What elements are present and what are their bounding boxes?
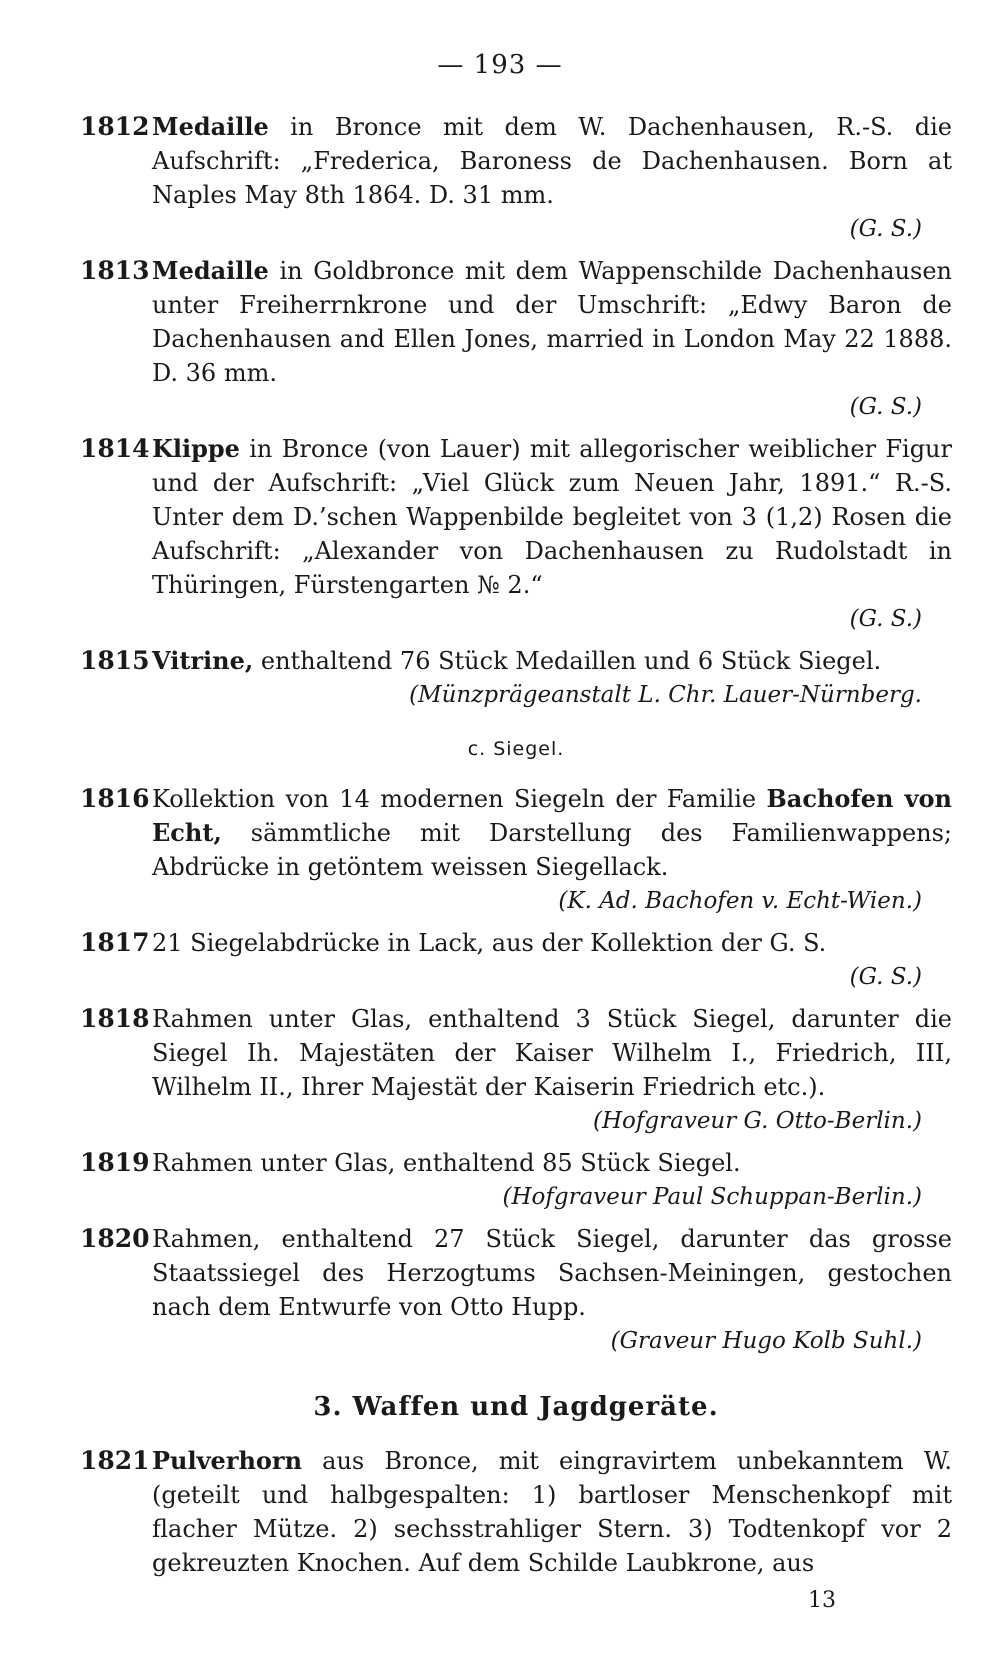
entry-number: 1814 <box>80 434 150 463</box>
entry-description-post: sämmtliche mit Darstellung des Familienwappens; Abdrücke in getöntem weissen Siegellack. <box>152 819 952 881</box>
entry-credit: (G. S.) <box>849 964 922 990</box>
entry-1812 <box>80 110 952 246</box>
printer-signature-mark: 13 <box>808 1588 836 1613</box>
entry-number: 1815 <box>80 646 150 675</box>
entry-1815 <box>80 644 952 712</box>
entry-description: enthaltend 76 Stück Medaillen und 6 Stück Siegel. <box>253 647 882 675</box>
page-number: — 193 — <box>437 50 563 80</box>
catalog-entries <box>80 110 952 1588</box>
entry-text <box>152 782 952 884</box>
entry-description: in Bronce (von Lauer) mit allegorischer weiblicher Figur und der Aufschrift: „Viel Glück zum Neuen Jahr, 1891.“ R.-S. Unter dem D.’schen Wappenbilde begleitet von 3 (1,2) Rosen die Aufschrift: „Alexander von Dachenhausen zu Rudolstadt in Thüringen, Fürstengarten № 2.“ <box>152 435 952 599</box>
entry-text: Rahmen unter Glas, enthaltend 3 Stück Siegel, darunter die Siegel Ih. Majestäten der Kaiser Wilhelm I., Friedrich, III, Wilhelm II., Ihrer Majestät der Kaiserin Friedrich etc.). <box>152 1005 952 1101</box>
entry-lead: Pulverhorn <box>152 1446 303 1475</box>
entry-1816 <box>80 782 952 918</box>
entry-lead: Medaille <box>152 256 269 285</box>
entry-text: Rahmen, enthaltend 27 Stück Siegel, darunter das grosse Staatssiegel des Herzogtums Sachsen-Meiningen, gestochen nach dem Entwurfe von Otto Hupp. <box>152 1225 952 1321</box>
entry-credit: (K. Ad. Bachofen v. Echt-Wien.) <box>558 888 922 914</box>
entry-lead: Klippe <box>152 434 240 463</box>
entry-description-pre: Kollektion von 14 modernen Siegeln der Familie <box>152 785 767 813</box>
entry-number: 1817 <box>80 928 150 957</box>
entry-1818 <box>80 1002 952 1138</box>
entry-description: aus Bronce, mit eingravirtem unbekanntem W. (geteilt und halbgespalten: 1) bartloser Menschenkopf mit flacher Mütze. 2) sechsstrahliger Stern. 3) Todtenkopf vor 2 gekreuzten Knochen. Auf dem Schilde Laubkrone, aus <box>152 1447 952 1577</box>
entry-1814 <box>80 432 952 636</box>
entry-number: 1820 <box>80 1224 150 1253</box>
section-heading-waffen: 3. Waffen und Jagdgeräte. <box>313 1392 719 1422</box>
entry-credit: (G. S.) <box>849 216 922 242</box>
entry-text <box>152 432 952 602</box>
entry-lead: Vitrine, <box>152 646 254 675</box>
entry-1813 <box>80 254 952 424</box>
entry-text: 21 Siegelabdrücke in Lack, aus der Kollektion der G. S. <box>152 929 827 957</box>
entry-1819 <box>80 1146 952 1214</box>
entry-number: 1812 <box>80 112 150 141</box>
entry-credit: (G. S.) <box>849 606 922 632</box>
entry-credit: (Münzprägeanstalt L. Chr. Lauer-Nürnberg. <box>409 682 922 708</box>
entry-number: 1821 <box>80 1446 150 1475</box>
entry-text <box>152 254 952 390</box>
entry-1821 <box>80 1444 952 1580</box>
entry-text <box>152 110 952 212</box>
entry-1820 <box>80 1222 952 1358</box>
entry-number: 1819 <box>80 1148 150 1177</box>
entry-description: in Bronce mit dem W. Dachenhausen, R.-S. die Aufschrift: „Frederica, Baroness de Dachenhausen. Born at Naples May 8th 1864. D. 31 mm. <box>152 113 952 209</box>
entry-description: in Goldbronce mit dem Wappenschilde Dachenhausen unter Freiherrnkrone und der Umschrift: „Edwy Baron de Dachenhausen and Ellen Jones, married in London May 22 1888. D. 36 mm. <box>152 257 952 387</box>
entry-lead: Medaille <box>152 112 269 141</box>
entry-1817 <box>80 926 952 994</box>
entry-number: 1813 <box>80 256 150 285</box>
entry-family-name: Bachofen von Echt, <box>152 784 952 847</box>
section-heading-siegel: c. Siegel. <box>467 738 565 760</box>
entry-text <box>152 1444 952 1580</box>
entry-credit: (Hofgraveur G. Otto-Berlin.) <box>593 1108 922 1134</box>
entry-credit: (Graveur Hugo Kolb Suhl.) <box>610 1328 922 1354</box>
entry-credit: (Hofgraveur Paul Schuppan-Berlin.) <box>502 1184 922 1210</box>
entry-credit: (G. S.) <box>849 394 922 420</box>
entry-number: 1816 <box>80 784 150 813</box>
entry-text <box>152 644 952 678</box>
entry-number: 1818 <box>80 1004 150 1033</box>
entry-text: Rahmen unter Glas, enthaltend 85 Stück Siegel. <box>152 1149 741 1177</box>
